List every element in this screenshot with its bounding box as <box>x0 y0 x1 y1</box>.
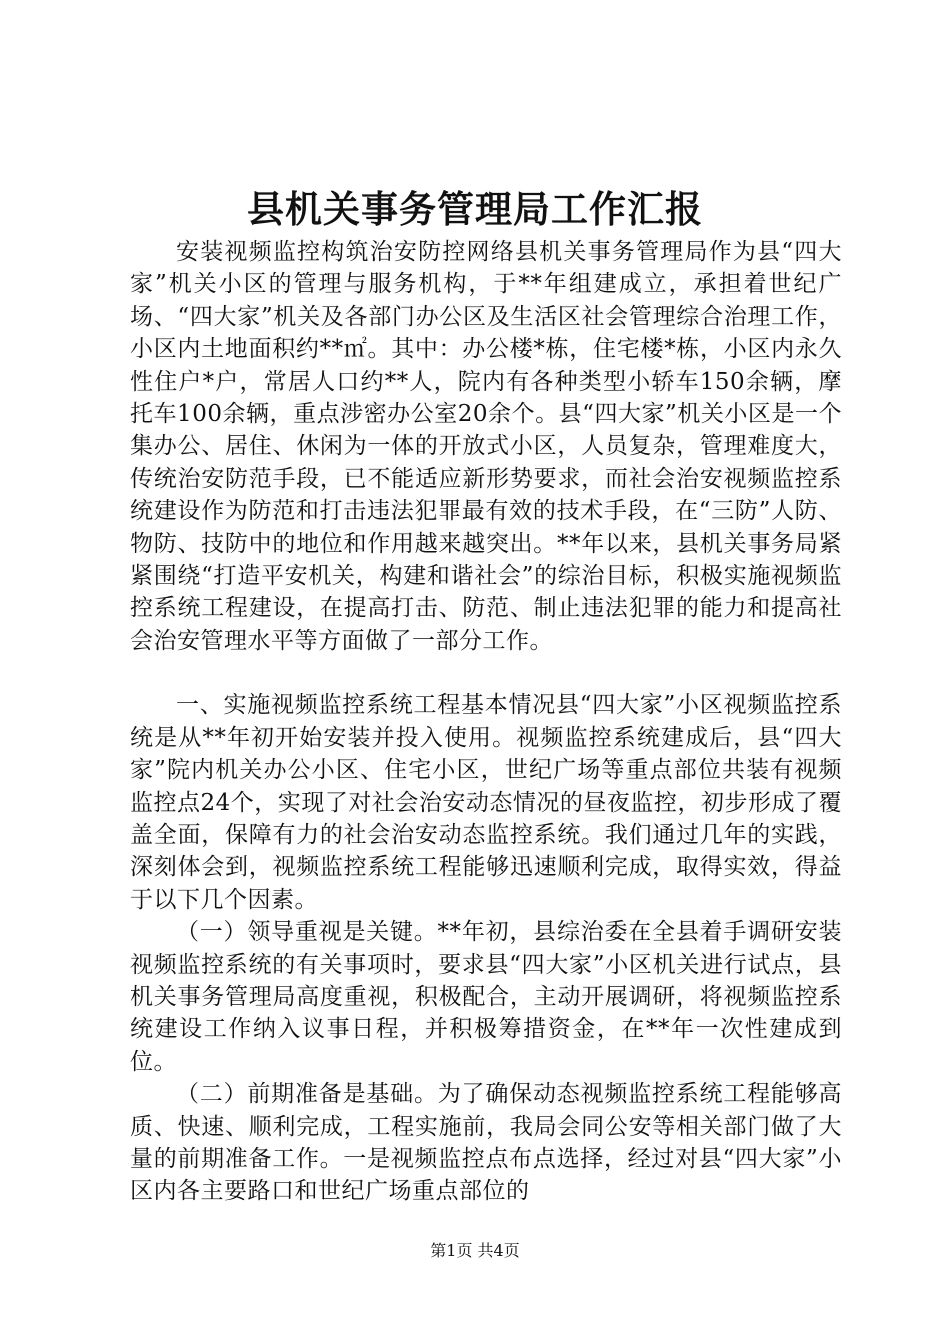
document-title: 县机关事务管理局工作汇报 <box>247 187 703 231</box>
subsection-one-paragraph: （一）领导重视是关键。**年初，县综治委在全县着手调研安装视频监控系统的有关事项时，要求县“四大家”小区机关进行试点，县机关事务管理局高度重视，积极配合，主动开展调研，将视频监控系统建设工作纳入议事日程，并积极筹措资金，在**年一次性建成到位。 <box>130 919 842 1075</box>
intro-paragraph: 安装视频监控构筑治安防控网络县机关事务管理局作为县“四大家”机关小区的管理与服务机构，于**年组建成立，承担着世纪广场、“四大家”机关及各部门办公区及生活区社会管理综合治理工作，小区内土地面积约**㎡。其中：办公楼*栋，住宅楼*栋，小区内永久性住户*户，常居人口约**人，院内有各种类型小轿车150余辆，摩托车100余辆，重点涉密办公室20余个。县“四大家”机关小区是一个集办公、居住、休闲为一体的开放式小区，人员复杂，管理难度大，传统治安防范手段，已不能适应新形势要求，而社会治安视频监控系统建设作为防范和打击违法犯罪最有效的技术手段，在“三防”人防、物防、技防中的地位和作用越来越突出。**年以来，县机关事务局紧紧围绕“打造平安机关，构建和谐社会”的综治目标，积极实施视频监控系统工程建设，在提高打击、防范、制止违法犯罪的能力和提高社会治安管理水平等方面做了一部分工作。 <box>130 239 843 654</box>
subsection-two-paragraph: （二）前期准备是基础。为了确保动态视频监控系统工程能够高质、快速、顺利完成，工程实施前，我局会同公安等相关部门做了大量的前期准备工作。一是视频监控点布点选择，经过对县“四大家”小区内各主要路口和世纪广场重点部位的 <box>130 1081 842 1205</box>
document-body <box>130 236 842 1208</box>
page-footer: 第1页 共4页 <box>430 1241 520 1260</box>
section-one-paragraph: 一、实施视频监控系统工程基本情况县“四大家”小区视频监控系统是从**年初开始安装并投入使用。视频监控系统建成后，县“四大家”院内机关办公小区、住宅小区，世纪广场等重点部位共装有视频监控点24个，实现了对社会治安动态情况的昼夜监控，初步形成了覆盖全面，保障有力的社会治安动态监控系统。我们通过几年的实践，深刻体会到，视频监控系统工程能够迅速顺利完成，取得实效，得益于以下几个因素。 <box>130 692 842 913</box>
